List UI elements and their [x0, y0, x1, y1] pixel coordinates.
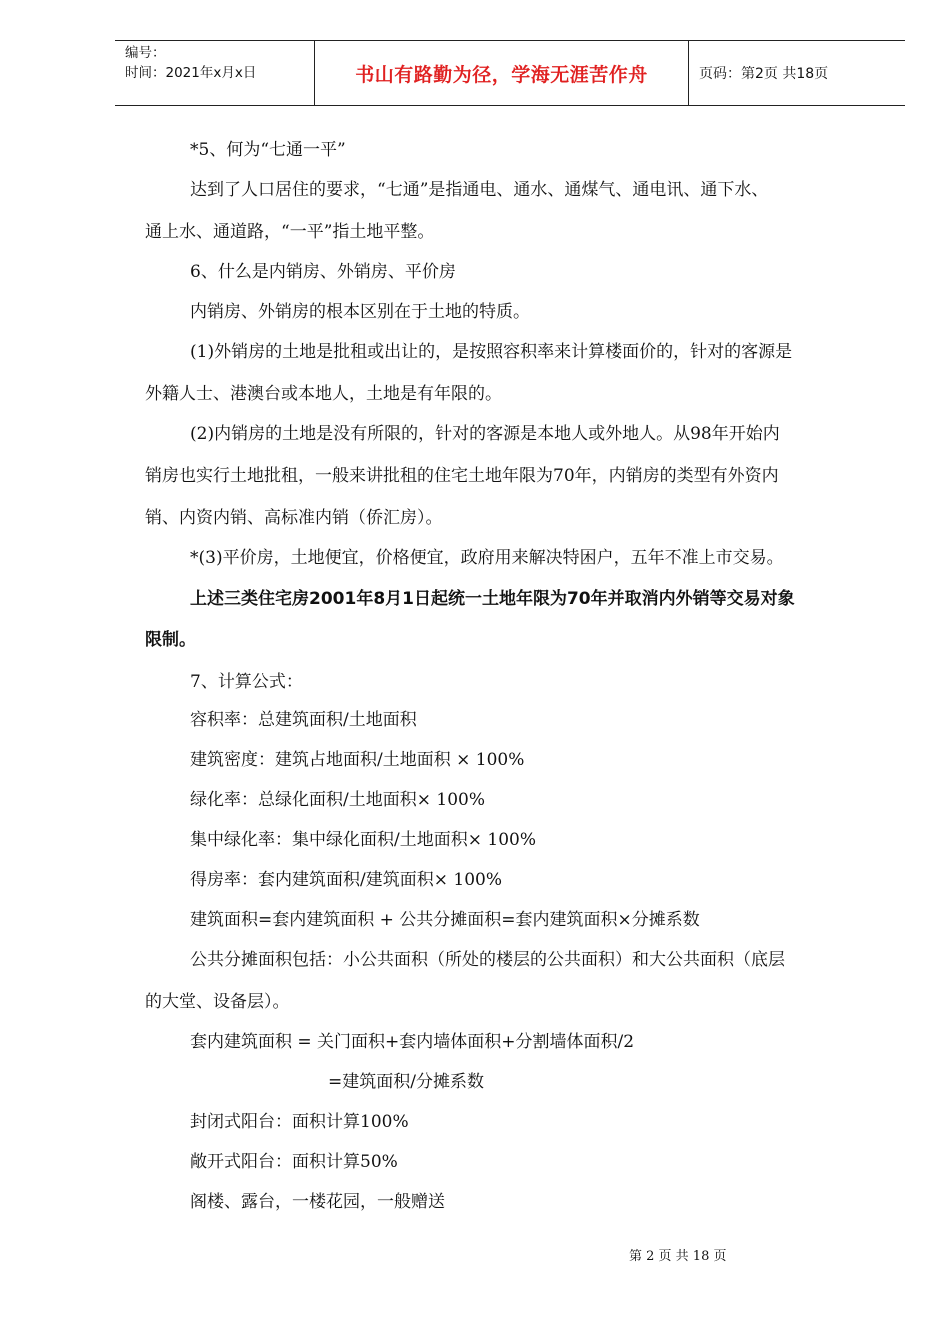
header-page-info: 页码：第2页 共18页 — [699, 66, 829, 82]
paragraph-line: *(3)平价房，土地便宜，价格便宜，政府用来解决特困户，五年不准上市交易。 — [190, 548, 784, 568]
formula-line: 封闭式阳台：面积计算100% — [190, 1112, 409, 1132]
paragraph-line: 通上水、通道路，“一平”指土地平整。 — [145, 222, 435, 242]
formula-line: 建筑面积=套内建筑面积 + 公共分摊面积=套内建筑面积×分摊系数 — [190, 910, 700, 930]
paragraph-line: 达到了人口居住的要求，“七通”是指通电、通水、通煤气、通电讯、通下水、 — [190, 180, 769, 200]
formula-line: 敞开式阳台：面积计算50% — [190, 1152, 398, 1172]
paragraph-line: 销房也实行土地批租，一般来讲批租的住宅土地年限为70年，内销房的类型有外资内 — [145, 466, 779, 486]
time-label: 时间：2021年x月x日 — [125, 65, 257, 81]
number-label: 编号： — [125, 45, 166, 61]
heading-q7: 7、计算公式： — [190, 672, 303, 692]
formula-line: 集中绿化率：集中绿化面积/土地面积× 100% — [190, 830, 536, 850]
formula-line: 绿化率：总绿化面积/土地面积× 100% — [190, 790, 485, 810]
bold-note: 上述三类住宅房2001年8月1日起统一土地年限为70年并取消内外销等交易对象 — [190, 589, 795, 609]
formula-line: 得房率：套内建筑面积/建筑面积× 100% — [190, 870, 502, 890]
paragraph-line: 外籍人士、港澳台或本地人，土地是有年限的。 — [145, 384, 502, 404]
paragraph-line: 阁楼、露台，一楼花园，一般赠送 — [190, 1192, 445, 1212]
paragraph-line: 的大堂、设备层）。 — [145, 992, 290, 1012]
formula-line: 套内建筑面积 = 关门面积+套内墙体面积+分割墙体面积/2 — [190, 1032, 635, 1052]
paragraph-line: 销、内资内销、高标准内销（侨汇房）。 — [145, 508, 443, 528]
paragraph-line: 内销房、外销房的根本区别在于土地的特质。 — [190, 302, 530, 322]
paragraph-line: (2)内销房的土地是没有所限的，针对的客源是本地人或外地人。从98年开始内 — [190, 424, 780, 444]
bold-note: 限制。 — [145, 630, 196, 650]
formula-line: 容积率：总建筑面积/土地面积 — [190, 710, 417, 730]
paragraph-line: 公共分摊面积包括：小公共面积（所处的楼层的公共面积）和大公共面积（底层 — [190, 950, 785, 970]
paragraph-line: (1)外销房的土地是批租或出让的，是按照容积率来计算楼面价的，针对的客源是 — [190, 342, 793, 362]
formula-line: 建筑密度：建筑占地面积/土地面积 × 100% — [190, 750, 525, 770]
footer-page-number: 第 2 页 共 18 页 — [629, 1249, 727, 1264]
heading-q6: 6、什么是内销房、外销房、平价房 — [190, 262, 456, 282]
formula-line: =建筑面积/分摊系数 — [328, 1072, 484, 1092]
header-motto: 书山有路勤为径，学海无涯苦作舟 — [315, 41, 689, 105]
heading-q5: *5、何为“七通一平” — [190, 140, 346, 160]
